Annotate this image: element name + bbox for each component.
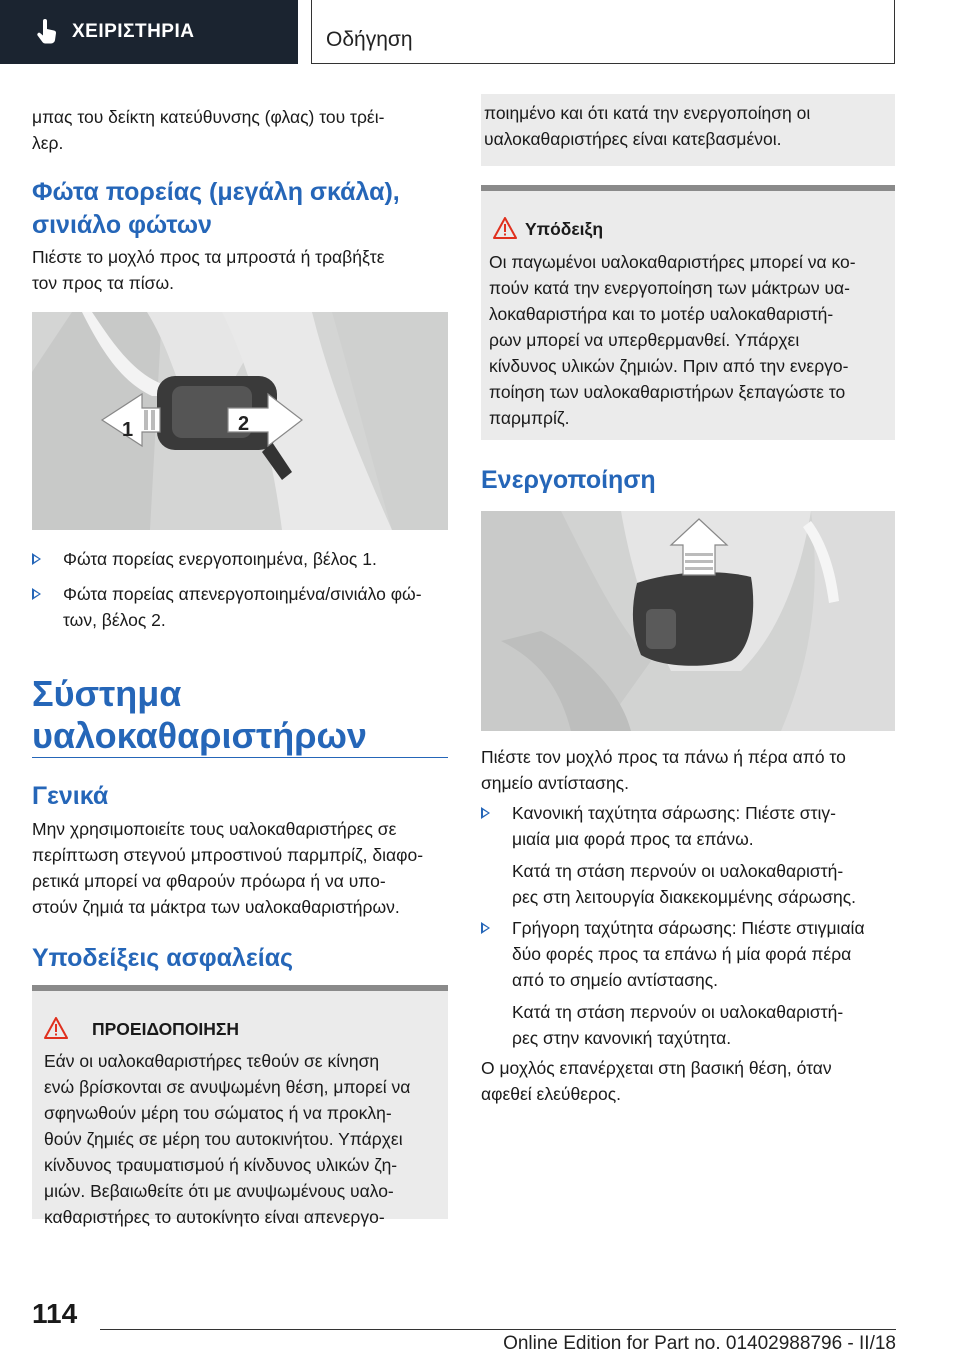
edition-info: Online Edition for Part no. 01402988796 - II/18 bbox=[503, 1333, 896, 1354]
section-label: ΧΕΙΡΙΣΤΗΡΙΑ bbox=[72, 21, 195, 42]
wiper-lever-image bbox=[481, 511, 895, 731]
safety-heading: Υποδείξεις ασφαλείας bbox=[32, 944, 294, 972]
chapter-tab bbox=[311, 0, 895, 64]
high-beam-heading: Φώτα πορείας (μεγάλη σκάλα), σινιάλο φώτων bbox=[32, 178, 400, 239]
note-text: Οι παγωμένοι υαλοκαθαριστήρες μπορεί να κο- πούν κατά την ενεργοποίηση των μάκτρων υα- λοκαθαριστήρα και το μοτέρ υαλοκαθαριστή- ρων μπορεί να υπερθερμανθεί. Υπάρχει κίνδυνος υλικών ζημιών. Πριν από την ενεργο- ποίηση των υαλοκαθαριστήρων ξεπαγώστε το παρμπρίζ. bbox=[489, 252, 856, 428]
activation-heading: Ενεργοποίηση bbox=[481, 466, 656, 494]
warning-triangle-icon bbox=[44, 1017, 68, 1039]
arrow-label-1: 1 bbox=[122, 419, 134, 441]
warning-text: Εάν οι υαλοκαθαριστήρες τεθούν σε κίνηση ενώ βρίσκονται σε ανυψωμένη θέση, μπορεί να σφηνωθούν μέρη του σώματος ή να προκλη- θούν ζημιές σε μέρη του αυτοκινήτου. Υπάρχει κίνδυνος τραυματισμού ή κίνδυνος υλικών ζη- μιών. Βεβαιωθείτε ότι με ανυψωμένους υαλο- καθαριστήρες το αυτοκίνητο είναι απενεργο- bbox=[44, 1051, 411, 1227]
general-heading: Γενικά bbox=[32, 782, 109, 810]
list-item-subtext: Κατά τη στάση περνούν οι υαλοκαθαριστή- ρες στη λειτουργία διακεκομμένης σάρωσης. bbox=[512, 861, 857, 907]
intro-paragraph: μπας του δείκτη κατεύθυνσης (φλας) του τρέι- λερ. bbox=[32, 107, 385, 153]
section-tab bbox=[0, 0, 298, 64]
warning-box-continued: ποιημένο και ότι κατά την ενεργοποίηση οι υαλοκαθαριστήρες είναι κατεβασμένοι. bbox=[481, 94, 895, 166]
high-beam-paragraph: Πιέστε το μοχλό προς τα μπροστά ή τραβήξτε τον προς τα πίσω. bbox=[32, 247, 385, 293]
bullet-arrow-icon bbox=[32, 588, 41, 600]
page-number: 114 bbox=[32, 1298, 78, 1329]
list-item-subtext: Κατά τη στάση περνούν οι υαλοκαθαριστή- ρες στην κανονική ταχύτητα. bbox=[512, 1002, 844, 1048]
wiper-system-heading: Σύστημα υαλοκαθαριστήρων bbox=[32, 673, 367, 756]
general-paragraph: Μην χρησιμοποιείτε τους υαλοκαθαριστήρες σε περίπτωση στεγνού μπροστινού παρμπρίζ, διαφο- ρετικά μπορεί να φθαρούν πρόωρα ή να υπο- στούν ζημιά τα μάκτρα των υαλοκαθαριστήρων. bbox=[32, 819, 424, 917]
list-item: Γρήγορη ταχύτητα σάρωσης: Πιέστε στιγμιαία δύο φορές προς τα επάνω ή μία φορά πέρα από το σημείο αντίστασης. bbox=[481, 915, 895, 993]
activation-paragraph: Πιέστε τον μοχλό προς τα πάνω ή πέρα από το σημείο αντίστασης. bbox=[481, 747, 846, 793]
warning-title: ΠΡΟΕΙΔΟΠΟΙΗΣΗ bbox=[92, 1019, 240, 1039]
warning-triangle-icon bbox=[493, 217, 517, 239]
bullet-arrow-icon bbox=[32, 553, 41, 565]
note-box bbox=[481, 185, 895, 440]
note-title: Υπόδειξη bbox=[525, 219, 604, 239]
list-item: Φώτα πορείας απενεργοποιημένα/σινιάλο φώ- των, βέλος 2. bbox=[32, 581, 448, 633]
list-item: Φώτα πορείας ενεργοποιημένα, βέλος 1. bbox=[32, 546, 448, 572]
chapter-label: Οδήγηση bbox=[326, 28, 413, 51]
divider bbox=[32, 757, 448, 758]
hand-pointer-icon bbox=[36, 19, 58, 45]
arrow-label-2: 2 bbox=[238, 413, 250, 435]
bullet-arrow-icon bbox=[481, 922, 490, 934]
list-item: Κανονική ταχύτητα σάρωσης: Πιέστε στιγ- μιαία μια φορά προς τα επάνω. bbox=[481, 800, 895, 852]
footer-divider bbox=[100, 1329, 896, 1330]
closing-paragraph: Ο μοχλός επανέρχεται στη βασική θέση, όταν αφεθεί ελεύθερος. bbox=[481, 1058, 832, 1104]
warning-box bbox=[32, 985, 448, 1227]
bullet-arrow-icon bbox=[481, 807, 490, 819]
high-beam-lever-image bbox=[32, 312, 448, 530]
